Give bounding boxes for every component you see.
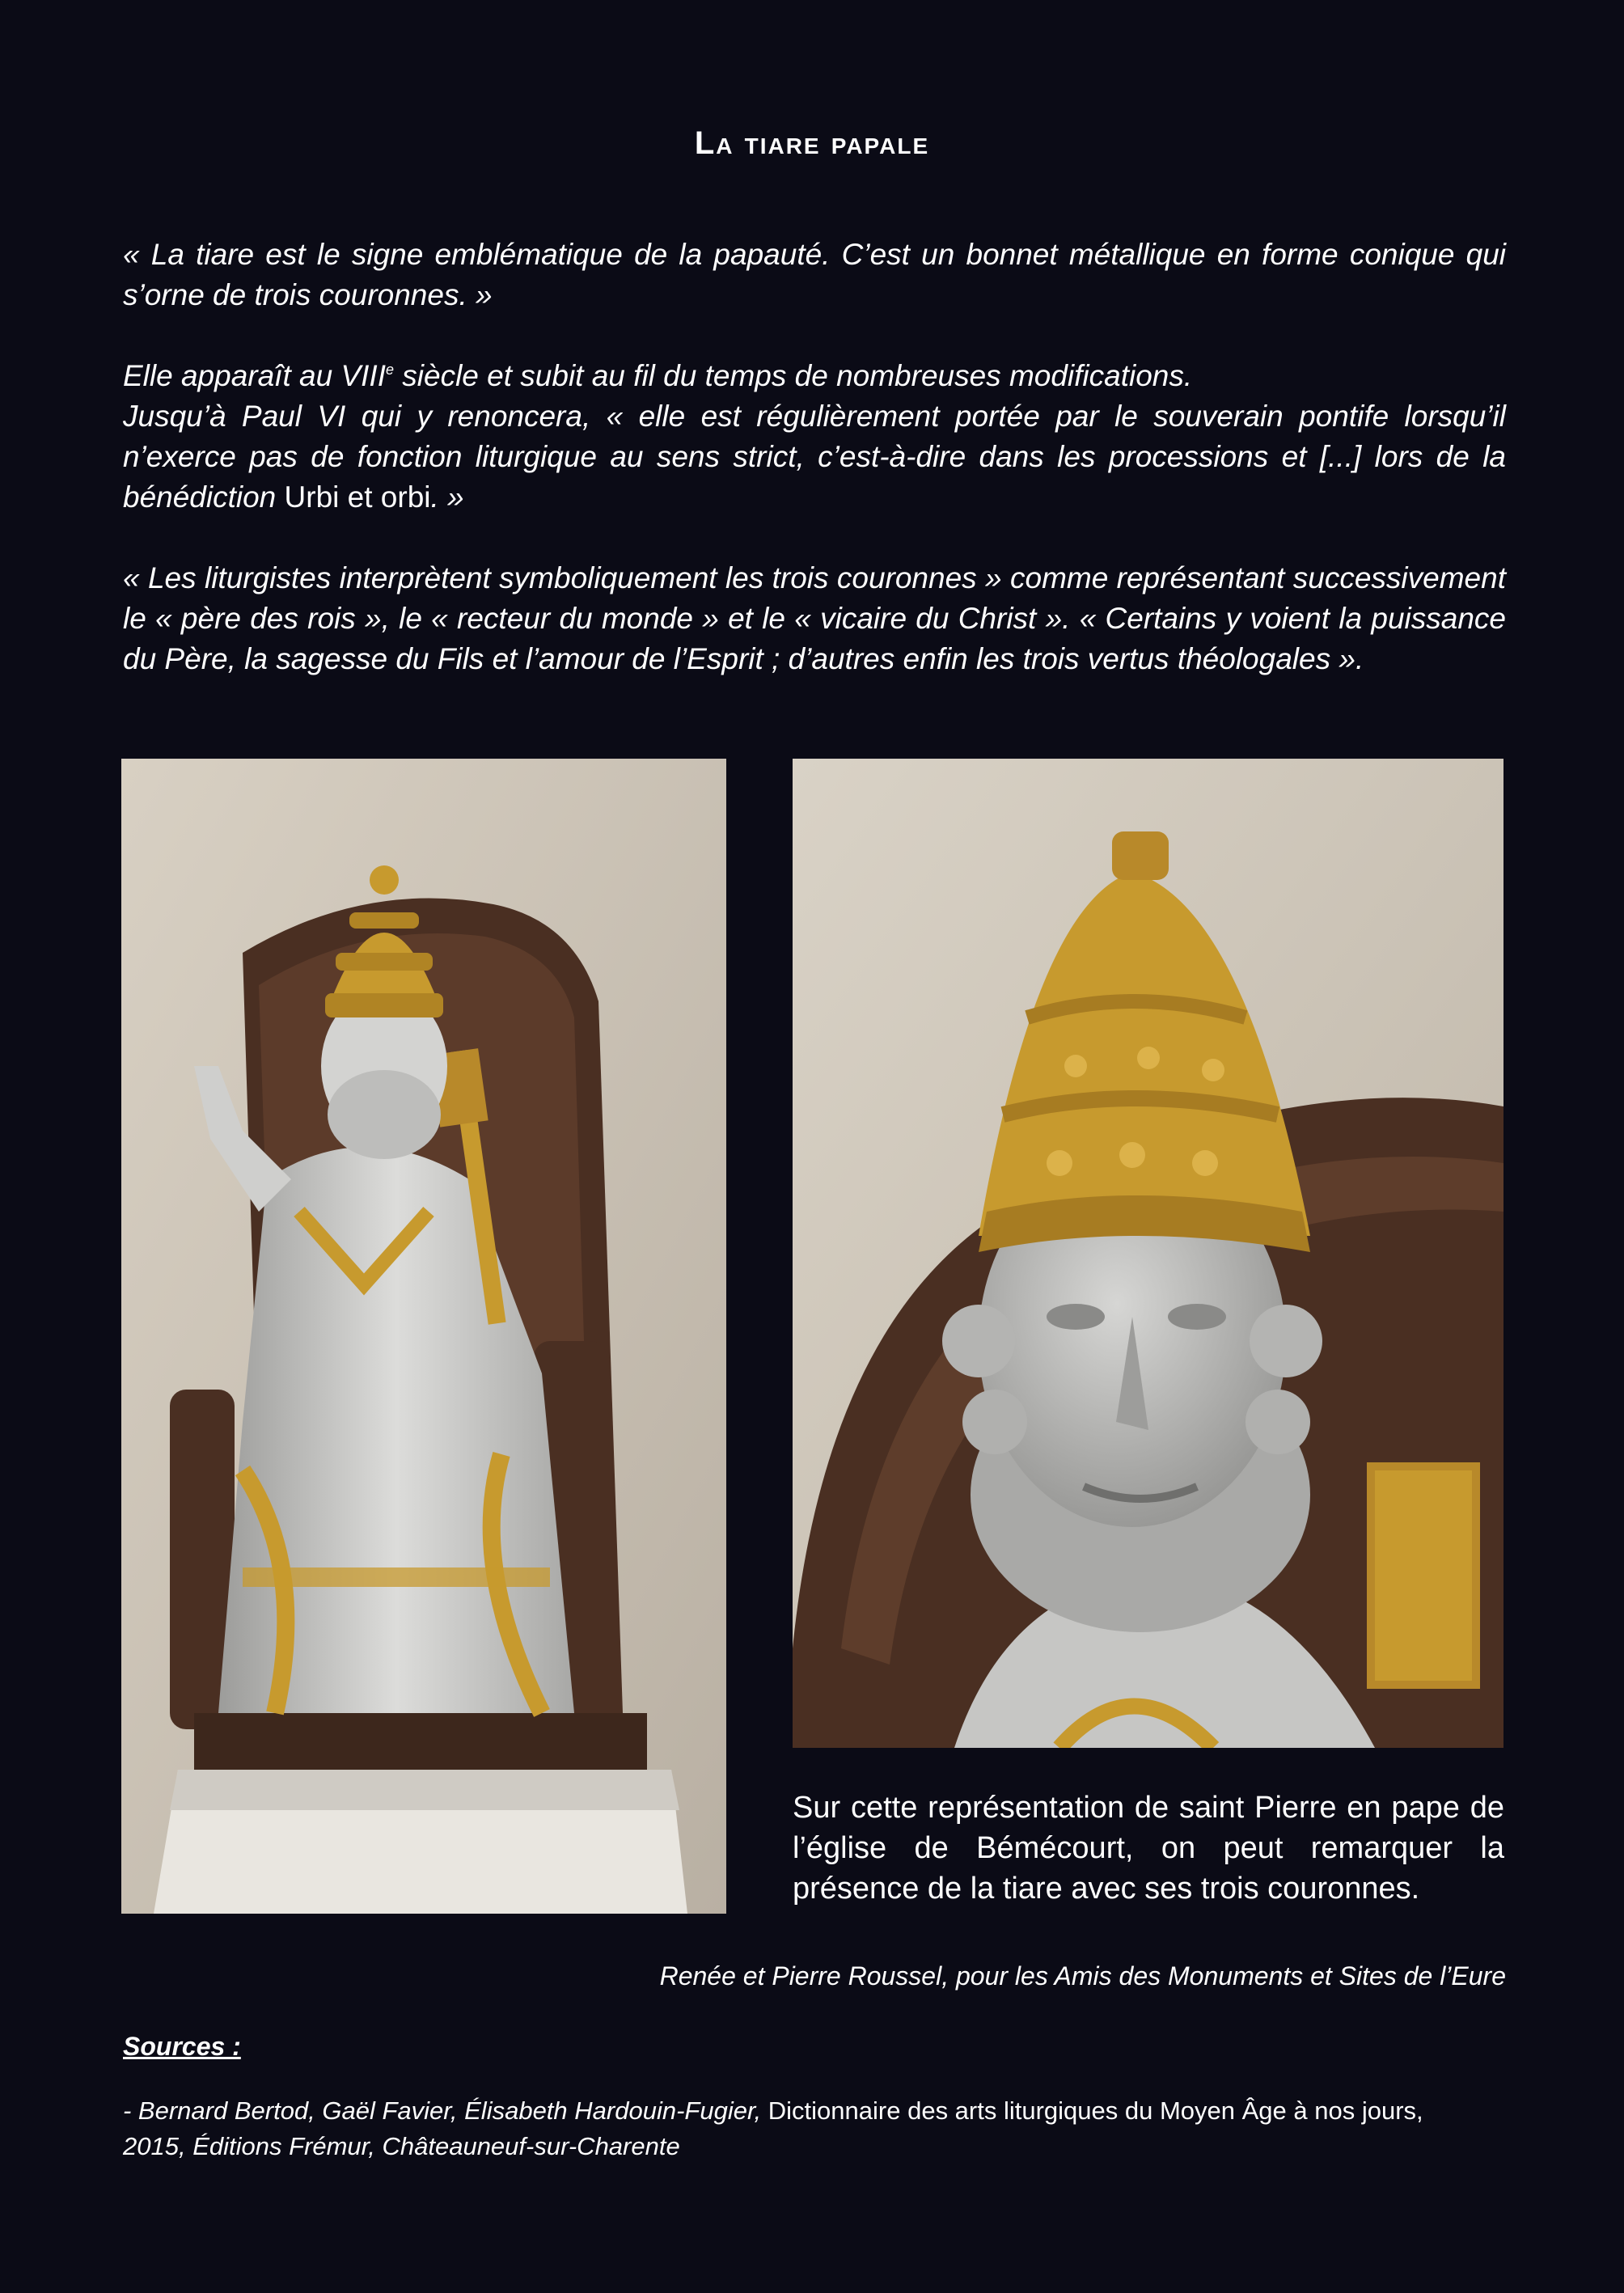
- history-text-c: Jusqu’à Paul VI qui y renoncera, « elle est régulièrement portée par le souverain pontife lorsqu’il n’exerce pas de fonction liturgique au sens strict, c’est-à-dire dans les processions et [...] lors de la bénédiction: [123, 400, 1506, 514]
- century-superscript: e: [385, 362, 394, 378]
- author-credit: Renée et Pierre Roussel, pour les Amis des Monuments et Sites de l’Eure: [659, 1961, 1506, 1991]
- statue-closeup-illustration: [793, 759, 1503, 1748]
- history-text-b: siècle et subit au fil du temps de nombreuses modifications.: [394, 359, 1193, 392]
- photo-caption: Sur cette représentation de saint Pierre en pape de l’église de Bémécourt, on peut remarquer la présence de la tiare avec ses trois couronnes.: [793, 1791, 1504, 1906]
- history-text-a: Elle apparaît au VIII: [123, 359, 386, 392]
- source-title: Dictionnaire des arts liturgiques du Moyen Âge à nos jours,: [768, 2096, 1423, 2125]
- sources-list: [123, 2093, 1506, 2164]
- statue-closeup-photo: [793, 759, 1503, 1748]
- paragraph-definition: « La tiare est le signe emblématique de la papauté. C’est un bonnet métallique en forme conique qui s’orne de trois couronnes. »: [123, 238, 1506, 311]
- urbi-et-orbi: Urbi et orbi: [284, 480, 431, 514]
- source-authors: - Bernard Bertod, Gaël Favier, Élisabeth Hardouin-Fugier,: [123, 2096, 768, 2125]
- page-title: La tiare papale: [694, 125, 930, 161]
- history-paragraph: [123, 356, 1506, 518]
- paragraph-history: [123, 356, 1506, 518]
- source-publication: 2015, Éditions Frémur, Châteauneuf-sur-Charente: [123, 2132, 680, 2160]
- history-text-d: . »: [430, 480, 464, 514]
- paragraph-symbolism: « Les liturgistes interprètent symboliquement les trois couronnes » comme représentant successivement le « père des rois », le « recteur du monde » et le « vicaire du Christ ». « Certains y voient la puissance du Père, la sagesse du Fils et l’amour de l’Esprit ; d’autres enfin les trois vertus théologales ».: [123, 561, 1506, 675]
- statue-full-illustration: [121, 759, 726, 1914]
- sources-heading: Sources :: [123, 2032, 241, 2061]
- statue-full-photo: [121, 759, 726, 1914]
- symbolism-paragraph: [123, 558, 1506, 679]
- intro-quote: [123, 235, 1506, 315]
